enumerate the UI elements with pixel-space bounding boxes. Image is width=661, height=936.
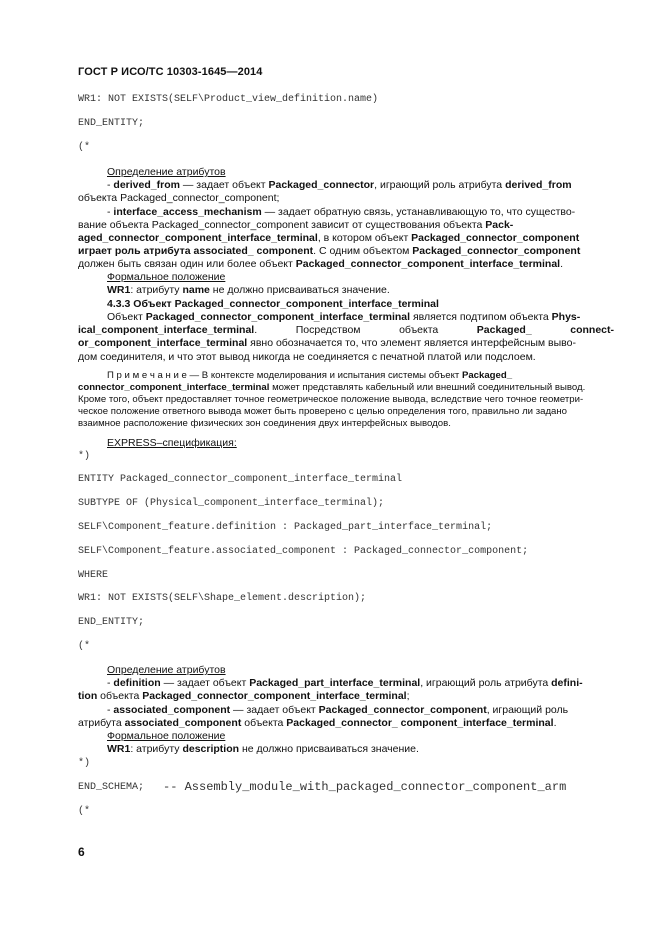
formal-heading: Формальное положение bbox=[107, 271, 226, 283]
code-line: END_ENTITY; bbox=[78, 617, 145, 628]
paragraph-line: or_component_interface_terminal явно обозначается то, что элемент является интерфейсным выво- bbox=[78, 337, 576, 349]
code-line: SELF\Component_feature.definition : Packaged_part_interface_terminal; bbox=[78, 522, 493, 533]
express-heading: EXPRESS–спецификация: bbox=[107, 437, 237, 449]
note-line: Кроме того, объект предоставляет точное геометрическое положение вывода, вследствие чего точное геометри- bbox=[78, 394, 584, 405]
section-title: 4.3.3 Объект Packaged_connector_component_interface_terminal bbox=[107, 298, 439, 310]
code-line: WHERE bbox=[78, 570, 109, 581]
attributes-heading: Определение атрибутов bbox=[107, 664, 226, 676]
code-comment: -- Assembly_module_with_packaged_connector_component_arm bbox=[163, 780, 567, 794]
paragraph-line: - associated_component — задает объект Packaged_connector_component, играющий роль bbox=[107, 704, 569, 716]
note-line: взаимное расположение физических зон соединения двух интерфейсных выводов. bbox=[78, 418, 451, 429]
code-line: (* bbox=[78, 142, 91, 153]
rule-line: WR1: атрибуту description не должно присваиваться значение. bbox=[107, 743, 419, 755]
paragraph-line: - definition — задает объект Packaged_part_interface_terminal, играющий роль атрибута defini- bbox=[107, 677, 583, 689]
formal-heading: Формальное положение bbox=[107, 730, 226, 742]
note-line: connector_component_interface_terminal может представлять кабельный или внешний соединительный вывод. bbox=[78, 382, 586, 393]
code-line: (* bbox=[78, 806, 91, 817]
paragraph-line: ical_component_interface_terminal. Посредством объекта Packaged_ connect- bbox=[78, 324, 614, 336]
rule-line: WR1: атрибуту name не должно присваиваться значение. bbox=[107, 284, 390, 296]
code-line: END_ENTITY; bbox=[78, 118, 145, 129]
note-line: ческое положение ответного вывода может быть проверено с целью определения того, правильно ли задано bbox=[78, 406, 568, 417]
document-header: ГОСТ Р ИСО/ТС 10303-1645—2014 bbox=[78, 66, 263, 78]
attributes-heading: Определение атрибутов bbox=[107, 166, 226, 178]
paragraph-line: должен быть связан один или более объект Packaged_connector_component_interface_terminal. bbox=[78, 258, 564, 270]
paragraph-line: aged_connector_component_interface_terminal, в котором объект Packaged_connector_component bbox=[78, 232, 580, 244]
paragraph-line: дом соединителя, и что этот вывод никогда не соединяется с печатной платой или подслоем. bbox=[78, 351, 536, 363]
paragraph-line: играет роль атрибута associated_ component. С одним объектом Packaged_connector_component bbox=[78, 245, 581, 257]
paragraph-line: объекта Packaged_connector_component; bbox=[78, 192, 280, 204]
code-line: SUBTYPE OF (Physical_component_interface_terminal); bbox=[78, 498, 385, 509]
code-line: SELF\Component_feature.associated_component : Packaged_connector_component; bbox=[78, 546, 529, 557]
paragraph-line: атрибута associated_component объекта Packaged_connector_ component_interface_terminal. bbox=[78, 717, 557, 729]
paragraph-line: - derived_from — задает объект Packaged_connector, играющий роль атрибута derived_from bbox=[107, 179, 572, 191]
code-line: ENTITY Packaged_connector_component_interface_terminal bbox=[78, 474, 403, 485]
note-line: П р и м е ч а н и е — В контексте моделирования и испытания системы объект Packaged_ bbox=[107, 370, 513, 381]
paragraph-line: Объект Packaged_connector_component_interface_terminal является подтипом объекта Phys- bbox=[107, 311, 581, 323]
paragraph-line: - interface_access_mechanism — задает обратную связь, устанавливающую то, что существо- bbox=[107, 206, 576, 218]
code-line: *) bbox=[78, 758, 91, 769]
code-line: (* bbox=[78, 641, 91, 652]
paragraph-line: вание объекта Packaged_connector_component зависит от существования объекта Pack- bbox=[78, 219, 514, 231]
code-line: END_SCHEMA; bbox=[78, 782, 145, 793]
code-line: *) bbox=[78, 451, 91, 462]
paragraph-line: tion объекта Packaged_connector_component_interface_terminal; bbox=[78, 690, 410, 702]
code-line: WR1: NOT EXISTS(SELF\Product_view_definition.name) bbox=[78, 94, 379, 105]
code-line: WR1: NOT EXISTS(SELF\Shape_element.description); bbox=[78, 593, 367, 604]
page-number: 6 bbox=[78, 845, 85, 859]
